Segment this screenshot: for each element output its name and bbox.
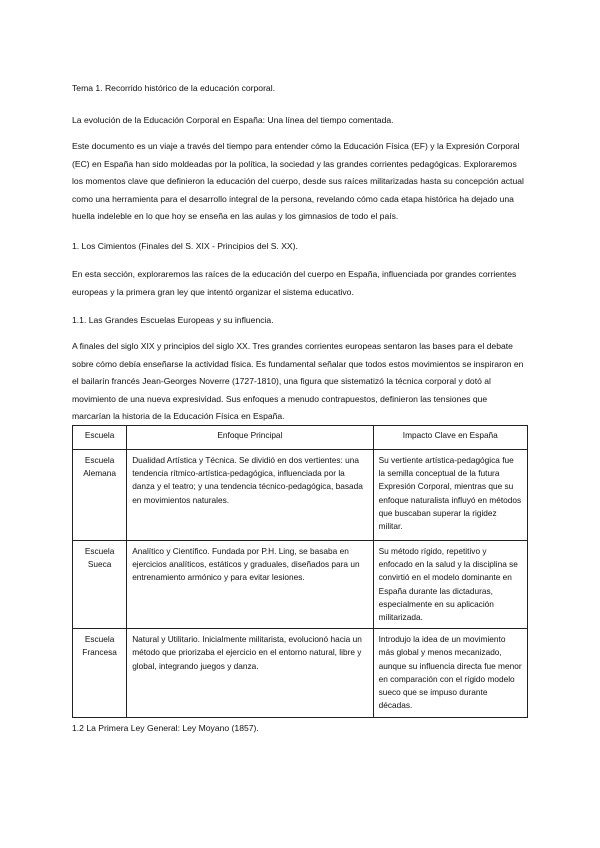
- section-1-1-paragraph: A finales del siglo XIX y principios del siglo XX. Tres grandes corrientes europeas sentaron las bases para el debate sobre cómo debía enseñarse la actividad física. Es fundamental señalar que todos estos movimientos se inspiraron en el bailarín francés Jean-Georges Noverre (1727-1810), una figura que sistematizó la técnica corporal y dotó al movimiento de una nueva expresividad. Sus enfoques a menudo contrapuestos, definieron las tensiones que marcarían la historia de la Educación Física en España.: [72, 341, 524, 421]
- cell-impacto: Introdujo la idea de un movimiento más global y menos mecanizado, aunque su influencia directa fue menor en comparación con el rígido modelo sueco que se impuso durante décadas.: [373, 629, 527, 718]
- table-row: [73, 541, 528, 629]
- header-escuela: Escuela: [73, 426, 127, 450]
- table-row: [73, 629, 528, 718]
- header-impacto: Impacto Clave en España: [373, 426, 527, 450]
- header-enfoque: Enfoque Principal: [127, 426, 373, 450]
- cell-enfoque: Natural y Utilitario. Inicialmente militarista, evolucionó hacia un método que priorizaba el ejercicio en el entorno natural, libre y global, integrando juegos y danza.: [127, 629, 373, 718]
- table-header-row: [73, 426, 528, 450]
- cell-escuela: Escuela Alemana: [73, 450, 127, 541]
- schools-table: [72, 425, 528, 718]
- table-row: [73, 450, 528, 541]
- cell-escuela: Escuela Francesa: [73, 629, 127, 718]
- section-1-heading: 1. Los Cimientos (Finales del S. XIX - Principios del S. XX).: [72, 241, 298, 251]
- document-subtitle: La evolución de la Educación Corporal en España: Una línea del tiempo comentada.: [72, 115, 394, 125]
- section-1-2-heading: 1.2 La Primera Ley General: Ley Moyano (1857).: [72, 723, 259, 733]
- section-1-paragraph: En esta sección, exploraremos las raíces de la educación del cuerpo en España, influenciada por grandes corrientes europeas y la primera gran ley que intentó organizar el sistema educativo.: [72, 269, 517, 297]
- cell-impacto: Su vertiente artística-pedagógica fue la semilla conceptual de la futura Expresión Corporal, mientras que su enfoque naturalista influyó en métodos que buscaban superar la rigidez militar.: [373, 450, 527, 541]
- cell-enfoque: Analítico y Científico. Fundada por P.H. Ling, se basaba en ejercicios analíticos, estáticos y graduales, diseñados para un entrenamiento armónico y para evitar lesiones.: [127, 541, 373, 629]
- cell-enfoque: Dualidad Artística y Técnica. Se dividió en dos vertientes: una tendencia rítmico-artística-pedagógica, influenciada por la danza y el teatro; y una tendencia técnico-pedagógica, basada en movimientos naturales.: [127, 450, 373, 541]
- document-title: Tema 1. Recorrido histórico de la educación corporal.: [72, 83, 276, 93]
- cell-impacto: Su método rígido, repetitivo y enfocado en la salud y la disciplina se convirtió en el modelo dominante en España durante las dictaduras, especialmente en su aplicación militarizada.: [373, 541, 527, 629]
- intro-paragraph: Este documento es un viaje a través del tiempo para entender cómo la Educación Física (EF) y la Expresión Corporal (EC) en España han sido moldeadas por la política, la sociedad y las grandes corrientes pedagógicas. Exploraremos los momentos clave que definieron la educación del cuerpo, desde sus raíces militarizadas hasta su concepción actual como una herramienta para el desarrollo integral de la persona, revelando cómo cada etapa histórica ha dejado una huella indeleble en lo que hoy se enseña en las aulas y los gimnasios de todo el país.: [72, 141, 524, 221]
- cell-escuela: Escuela Sueca: [73, 541, 127, 629]
- section-1-1-heading: 1.1. Las Grandes Escuelas Europeas y su influencia.: [72, 315, 274, 325]
